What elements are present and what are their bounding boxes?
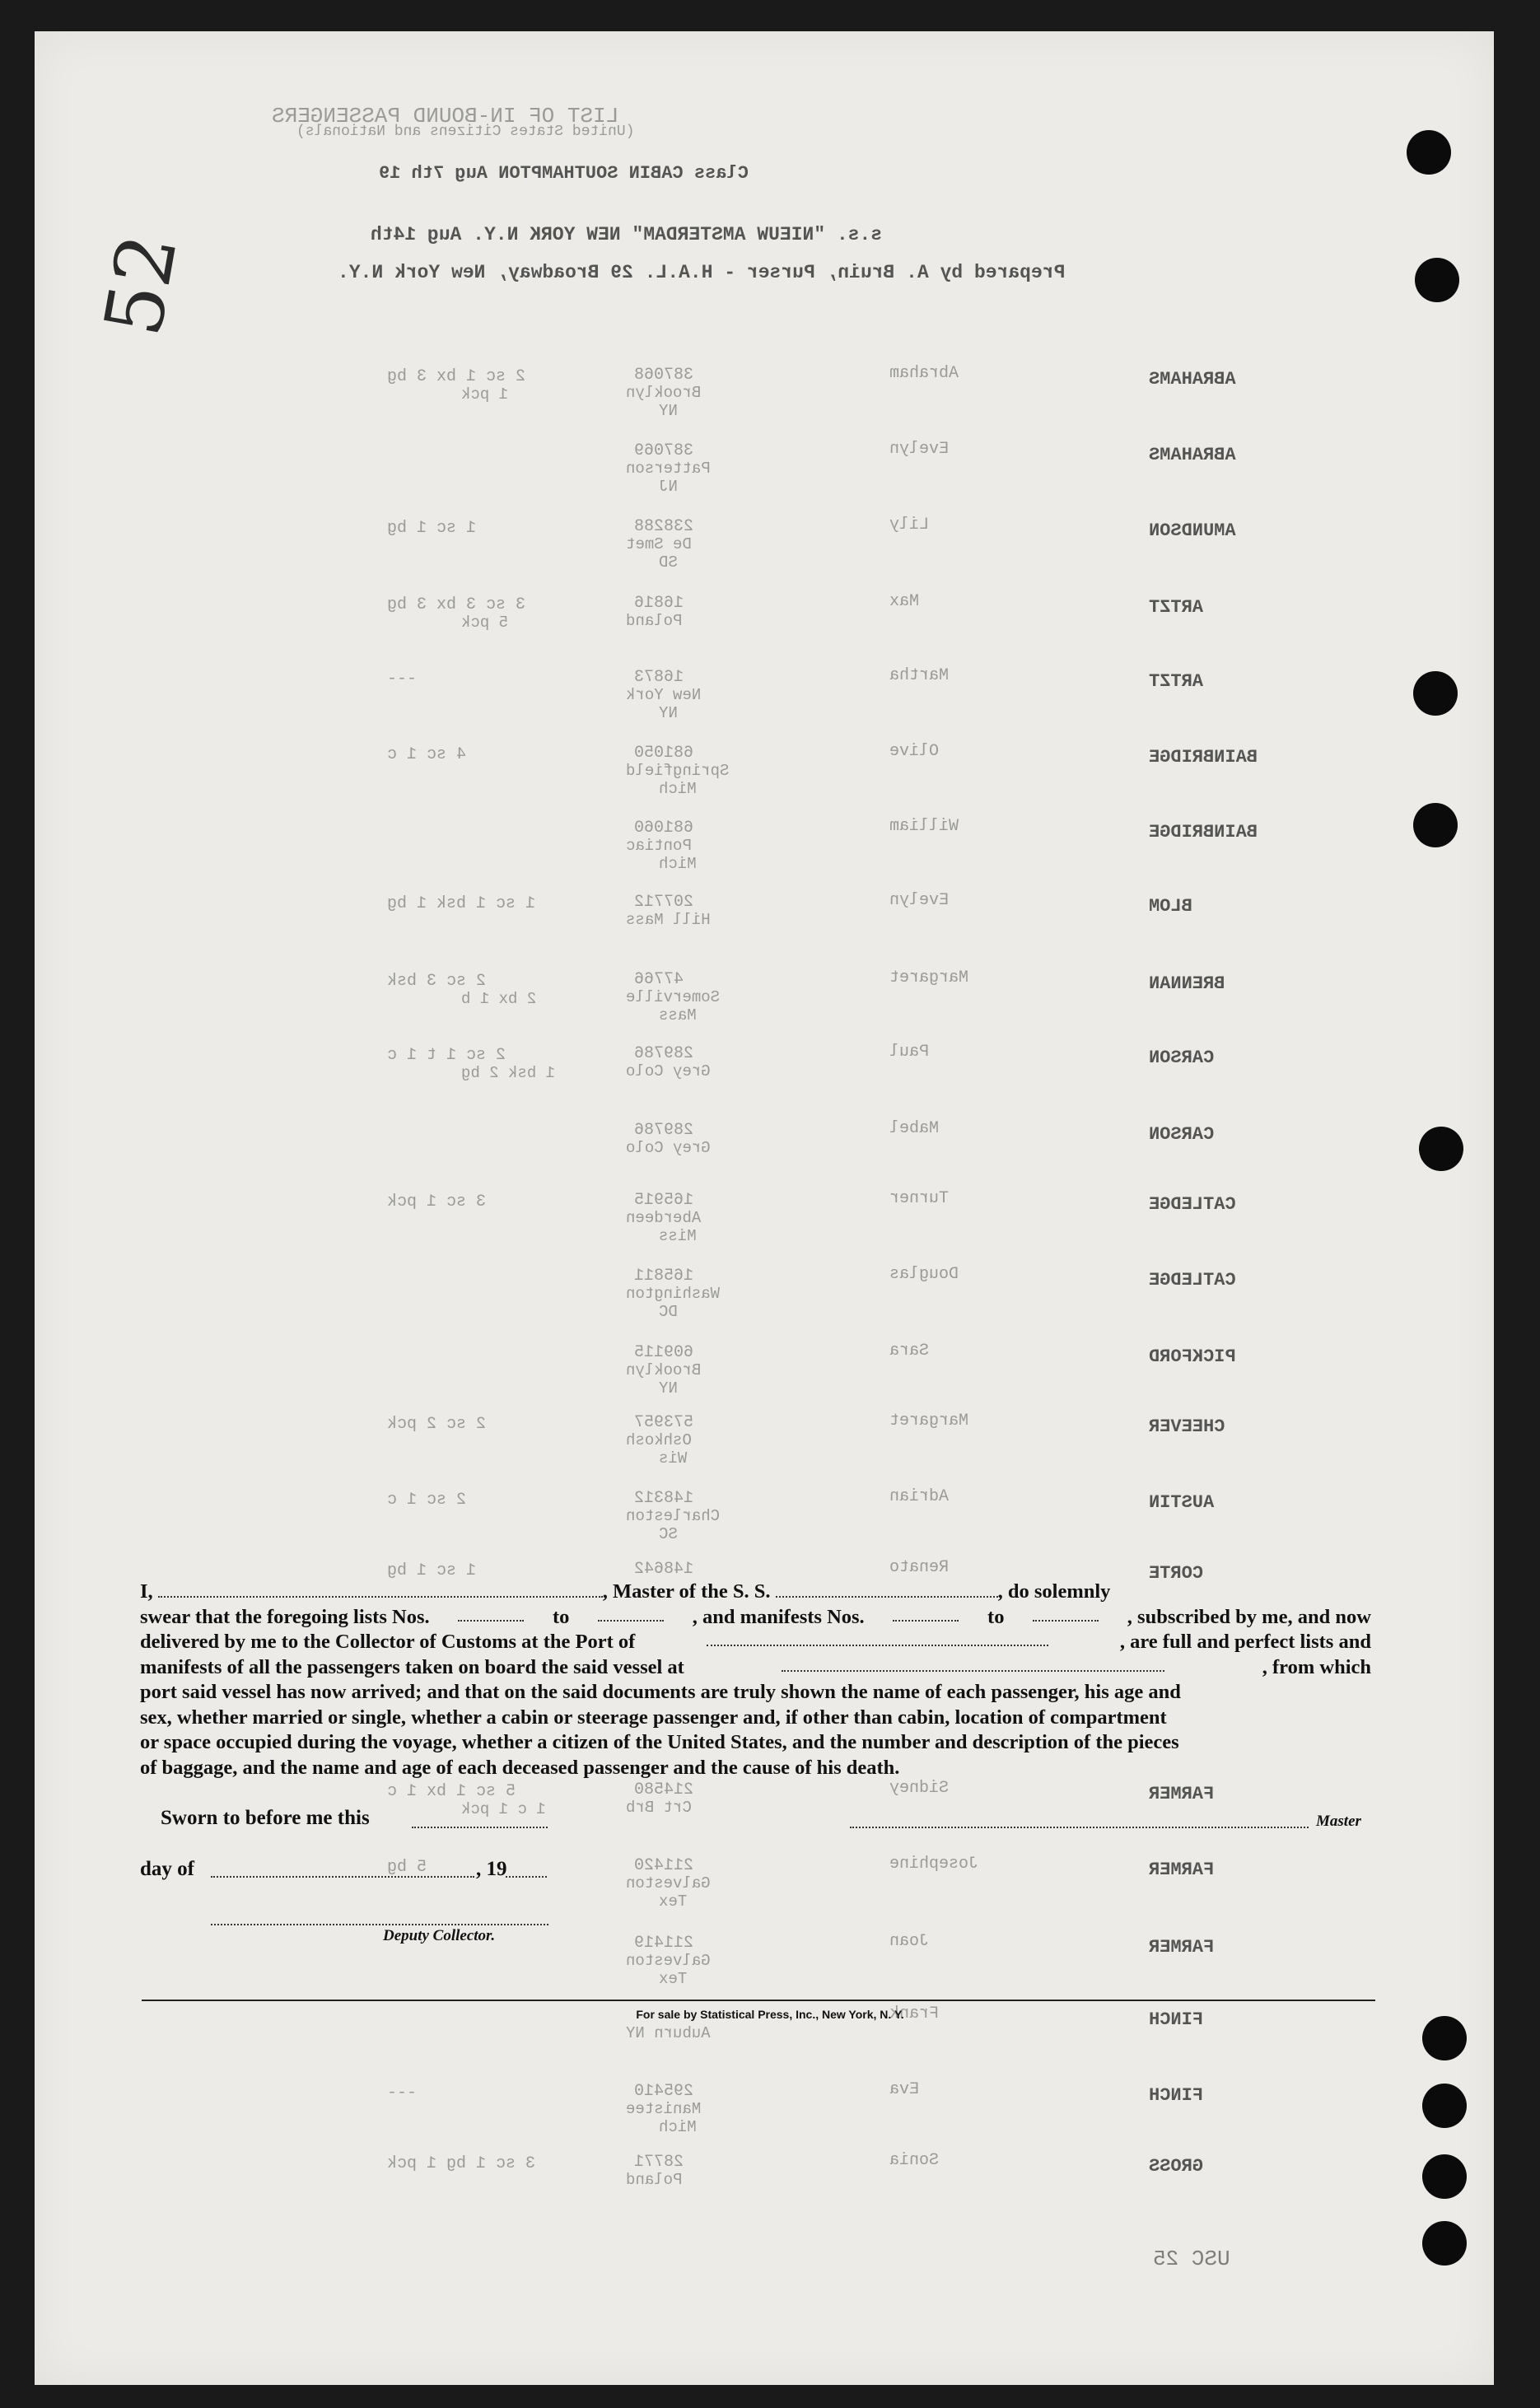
bleed-passenger-state: Wis xyxy=(659,1449,688,1468)
bleed-passenger-given: Evelyn xyxy=(889,891,950,910)
bleed-passenger-place: Brooklyn xyxy=(626,1361,702,1379)
day-of-label: day of xyxy=(140,1858,194,1880)
bleed-passenger-surname: BRENNAN xyxy=(1149,973,1225,994)
bleed-passenger-baggage: 2 sc 1 bx 3 bg xyxy=(387,367,526,386)
bleed-passenger-place: Crt Brb xyxy=(626,1799,692,1817)
bleed-passenger-given: Mabel xyxy=(889,1119,940,1138)
bleed-passenger-number: 289786 xyxy=(634,1044,694,1063)
bleed-passenger-baggage: 3 sc 1 pck xyxy=(387,1192,487,1211)
bleed-passenger-baggage: 5 sc 1 bx 1 c xyxy=(387,1782,516,1801)
punch-hole xyxy=(1422,2016,1467,2060)
sworn-label: Sworn to before me this xyxy=(161,1807,370,1829)
bleed-passenger-baggage: 5 bg xyxy=(387,1858,427,1877)
bleed-passenger-surname: GROSS xyxy=(1149,2156,1204,2177)
bleed-passenger-place: Galveston xyxy=(626,1874,711,1892)
bleed-passenger-place: Washington xyxy=(626,1285,721,1303)
bleed-passenger-baggage: 4 sc 1 c xyxy=(387,745,467,764)
punch-hole xyxy=(1407,130,1451,175)
bleed-usc-stamp: USC 25 xyxy=(1153,2247,1230,2271)
bleed-passenger-number: 387068 xyxy=(634,366,694,385)
bleed-passenger-surname: FARMER xyxy=(1149,1784,1215,1804)
bleed-passenger-baggage: 1 sc 1 bg xyxy=(387,1561,477,1580)
bleed-passenger-baggage2: 5 pck xyxy=(461,614,509,632)
bleed-passenger-baggage: --- xyxy=(387,2084,418,2102)
bleed-passenger-number: 47766 xyxy=(634,970,684,989)
bleed-passenger-baggage2: 1 pck xyxy=(461,385,509,404)
bleed-passenger-given: Eva xyxy=(889,2080,920,2099)
bleed-passenger-place: Springfield xyxy=(626,762,730,780)
bleed-passenger-surname: FARMER xyxy=(1149,1860,1215,1880)
bleed-passenger-surname: PICKFORD xyxy=(1149,1346,1236,1367)
bleed-passenger-place: Aberdeen xyxy=(626,1209,702,1227)
bleed-prepared-by: Prepared by A. Bruin, Purser - H.A.L. 29 Broadway, New York N.Y. xyxy=(338,262,1066,283)
bleed-passenger-place: Oshkosh xyxy=(626,1431,692,1449)
bleed-passenger-baggage: 2 sc 3 bsk xyxy=(387,972,487,991)
bleed-passenger-surname: FINCH xyxy=(1149,2085,1204,2106)
bleed-passenger-number: 387069 xyxy=(634,441,694,460)
bleed-passenger-given: Evelyn xyxy=(889,440,950,459)
bleed-passenger-baggage: 1 sc 1 bg xyxy=(387,519,477,538)
bleed-ship-line: s.s. "NIEUW AMSTERDAM" NEW YORK N.Y. Aug 14th xyxy=(371,224,883,245)
deputy-collector-label: Deputy Collector. xyxy=(383,1927,496,1944)
bleed-passenger-given: Sara xyxy=(889,1342,930,1360)
bleed-passenger-surname: BAINBRIDGE xyxy=(1149,822,1258,842)
bleed-passenger-surname: CARSON xyxy=(1149,1048,1215,1068)
punch-hole xyxy=(1413,803,1458,847)
bleed-passenger-state: DC xyxy=(659,1303,678,1321)
bleed-passenger-surname: FINCH xyxy=(1149,2009,1204,2030)
bleed-passenger-given: Turner xyxy=(889,1189,950,1208)
bleed-passenger-surname: FARMER xyxy=(1149,1937,1215,1958)
bleed-passenger-baggage: 3 sc 1 bg 1 pck xyxy=(387,2154,536,2173)
bleed-passenger-baggage: 2 sc 1 t 1 c xyxy=(387,1046,506,1065)
bleed-passenger-given: Lily xyxy=(889,516,930,534)
bleed-passenger-given: Sidney xyxy=(889,1779,950,1798)
bleed-passenger-number: 148312 xyxy=(634,1489,694,1508)
bleed-passenger-number: 207712 xyxy=(634,893,694,912)
bleed-passenger-given: Renato xyxy=(889,1558,950,1577)
bleed-passenger-given: Joan xyxy=(889,1932,930,1951)
bleed-passenger-baggage2: 2 bx 1 b xyxy=(461,990,537,1008)
bleed-passenger-number: 16816 xyxy=(634,594,684,613)
bleed-passenger-place: Auburn NY xyxy=(626,2024,711,2042)
bleed-passenger-number: 295410 xyxy=(634,2082,694,2101)
bleed-passenger-place: Patterson xyxy=(626,460,711,478)
bleed-passenger-number: 238288 xyxy=(634,517,694,536)
bleed-passenger-number: 211419 xyxy=(634,1934,694,1953)
year-label: , 19 xyxy=(476,1858,507,1880)
bleed-passenger-place: Manistee xyxy=(626,2100,702,2118)
bleed-passenger-place: Grey Colo xyxy=(626,1062,711,1080)
bleed-passenger-state: NY xyxy=(659,1379,678,1398)
bleed-passenger-given: Paul xyxy=(889,1043,930,1062)
punch-hole xyxy=(1422,2084,1467,2128)
bleed-passenger-surname: ARTZT xyxy=(1149,671,1204,692)
bleed-passenger-state: NY xyxy=(659,402,678,420)
bleed-passenger-state: NY xyxy=(659,704,678,722)
master-signature-field[interactable] xyxy=(850,1812,1309,1828)
bleed-passenger-number: 165915 xyxy=(634,1191,694,1210)
bleed-passenger-place: Galveston xyxy=(626,1952,711,1970)
bleed-passenger-place: Poland xyxy=(626,612,683,630)
bleed-passenger-baggage: 3 sc 3 bx 3 bg xyxy=(387,595,526,614)
bleed-passenger-number: 214580 xyxy=(634,1780,694,1799)
bleed-passenger-surname: ARTZT xyxy=(1149,597,1204,618)
masters-oath: I, , Master of the S. S. , do solemnly swear that the foregoing lists Nos. to , and manifests Nos. to , subscribed by me, and now delivered by me to the Collector of Customs at the Port of , are full and perfect lists and manifests of all the passengers taken on board the said vessel at , from which port said vessel has now arrived; and that on the said documents are truly shown the name of each passenger, his age and sex, whether married or single, whether a cabin or steerage passenger and, if other than cabin, location of compartment or space occupied during the voyage, whether a citizen of the United States, and the number and description of the pieces of baggage, and the name and age of each deceased passenger and the cause of his death. xyxy=(140,1580,1371,1779)
bleed-passenger-surname: ABRAHAMS xyxy=(1149,369,1236,390)
bleed-passenger-surname: ABRAHAMS xyxy=(1149,445,1236,465)
bleed-passenger-number: 609115 xyxy=(634,1343,694,1362)
bleed-passenger-place: Somerville xyxy=(626,988,721,1006)
bleed-passenger-surname: CARSON xyxy=(1149,1124,1215,1145)
bleed-passenger-number: 681050 xyxy=(634,744,694,763)
bleed-passenger-baggage: 1 sc 1 bsk 1 bg xyxy=(387,894,536,913)
bleed-passenger-state: SC xyxy=(659,1525,678,1543)
bleed-passenger-surname: AUSTIN xyxy=(1149,1492,1215,1513)
bleed-passenger-baggage: 2 sc 2 pck xyxy=(387,1415,487,1434)
punch-hole xyxy=(1419,1127,1463,1171)
bleed-class-port: Class CABIN SOUTHAMPTON Aug 7th 19 xyxy=(379,163,749,184)
bleed-passenger-state: Miss xyxy=(659,1227,697,1245)
bleed-passenger-surname: BLOM xyxy=(1149,896,1192,917)
bleed-passenger-number: 289786 xyxy=(634,1121,694,1140)
bleed-passenger-given: Sonia xyxy=(889,2151,940,2170)
master-label: Master xyxy=(1316,1813,1361,1830)
punch-hole xyxy=(1422,2221,1467,2266)
bleed-passenger-surname: CORTE xyxy=(1149,1563,1204,1584)
pencil-page-number: 52 xyxy=(86,227,195,343)
bleed-passenger-surname: CATLEDGE xyxy=(1149,1270,1236,1290)
bleed-passenger-number: 16873 xyxy=(634,668,684,687)
manifest-page xyxy=(35,31,1494,2385)
bleed-passenger-number: 165811 xyxy=(634,1267,694,1286)
bleed-passenger-surname: CHEEVER xyxy=(1149,1416,1225,1437)
bleed-passenger-state: NJ xyxy=(659,478,678,496)
bleed-list-title: LIST OF IN-BOUND PASSENGERS xyxy=(272,104,619,128)
bleed-passenger-state: Tex xyxy=(659,1892,688,1911)
bleed-passenger-given: Margaret xyxy=(889,1412,969,1430)
day-field[interactable] xyxy=(211,1861,474,1878)
printer-credit: For sale by Statistical Press, Inc., New York, N. Y. xyxy=(636,2008,904,2021)
bleed-passenger-given: Margaret xyxy=(889,968,969,987)
bleed-passenger-number: 211420 xyxy=(634,1856,694,1875)
bleed-passenger-given: Douglas xyxy=(889,1265,959,1284)
bleed-passenger-state: Tex xyxy=(659,1970,688,1988)
deputy-signature-field[interactable] xyxy=(211,1909,548,1925)
bleed-passenger-surname: CATLEDGE xyxy=(1149,1194,1236,1215)
punch-hole xyxy=(1422,2154,1467,2199)
bleed-passenger-state: SD xyxy=(659,553,678,572)
bleed-passenger-baggage2: 1 bsk 2 bg xyxy=(461,1064,556,1082)
bleed-passenger-given: Josephine xyxy=(889,1855,979,1874)
punch-hole xyxy=(1413,671,1458,716)
sworn-date-field[interactable] xyxy=(412,1812,548,1828)
bleed-passenger-given: William xyxy=(889,817,959,836)
bleed-passenger-surname: AMUNDSON xyxy=(1149,520,1236,541)
bleed-list-subtitle: (United States Citizens and Nationals) xyxy=(296,124,635,140)
bleed-passenger-number: 28771 xyxy=(634,2153,684,2172)
bleed-passenger-place: Hill Mass xyxy=(626,911,711,929)
bleed-passenger-state: Mass xyxy=(659,1006,697,1024)
year-field[interactable] xyxy=(506,1861,547,1878)
bleed-passenger-given: Abraham xyxy=(889,364,959,383)
footer-rule xyxy=(142,2000,1375,2001)
bleed-passenger-place: De Smet xyxy=(626,535,692,553)
bleed-passenger-baggage2: 1 c 1 pck xyxy=(461,1800,546,1818)
bleed-passenger-given: Max xyxy=(889,592,920,611)
bleed-passenger-given: Martha xyxy=(889,666,950,685)
bleed-passenger-place: Grey Colo xyxy=(626,1139,711,1157)
bleed-passenger-place: Charleston xyxy=(626,1507,721,1525)
bleed-passenger-given: Adrian xyxy=(889,1487,950,1506)
bleed-passenger-place: New York xyxy=(626,686,702,704)
bleed-passenger-surname: BAINBRIDGE xyxy=(1149,747,1258,768)
bleed-passenger-state: Mich xyxy=(659,780,697,798)
bleed-passenger-place: Pontiac xyxy=(626,837,692,855)
bleed-passenger-number: 148642 xyxy=(634,1560,694,1579)
bleed-passenger-baggage: 2 sc 1 c xyxy=(387,1491,467,1510)
bleed-passenger-given: Olive xyxy=(889,742,940,761)
punch-hole xyxy=(1415,258,1459,302)
bleed-passenger-place: Brooklyn xyxy=(626,384,702,402)
bleed-passenger-state: Mich xyxy=(659,2118,697,2136)
bleed-passenger-number: 681060 xyxy=(634,819,694,838)
bleed-passenger-baggage: --- xyxy=(387,670,418,688)
bleed-passenger-number: 573957 xyxy=(634,1413,694,1432)
bleed-passenger-state: Mich xyxy=(659,855,697,873)
bleed-passenger-place: Poland xyxy=(626,2171,683,2189)
bleed-passenger-given: Frank xyxy=(889,2004,940,2023)
